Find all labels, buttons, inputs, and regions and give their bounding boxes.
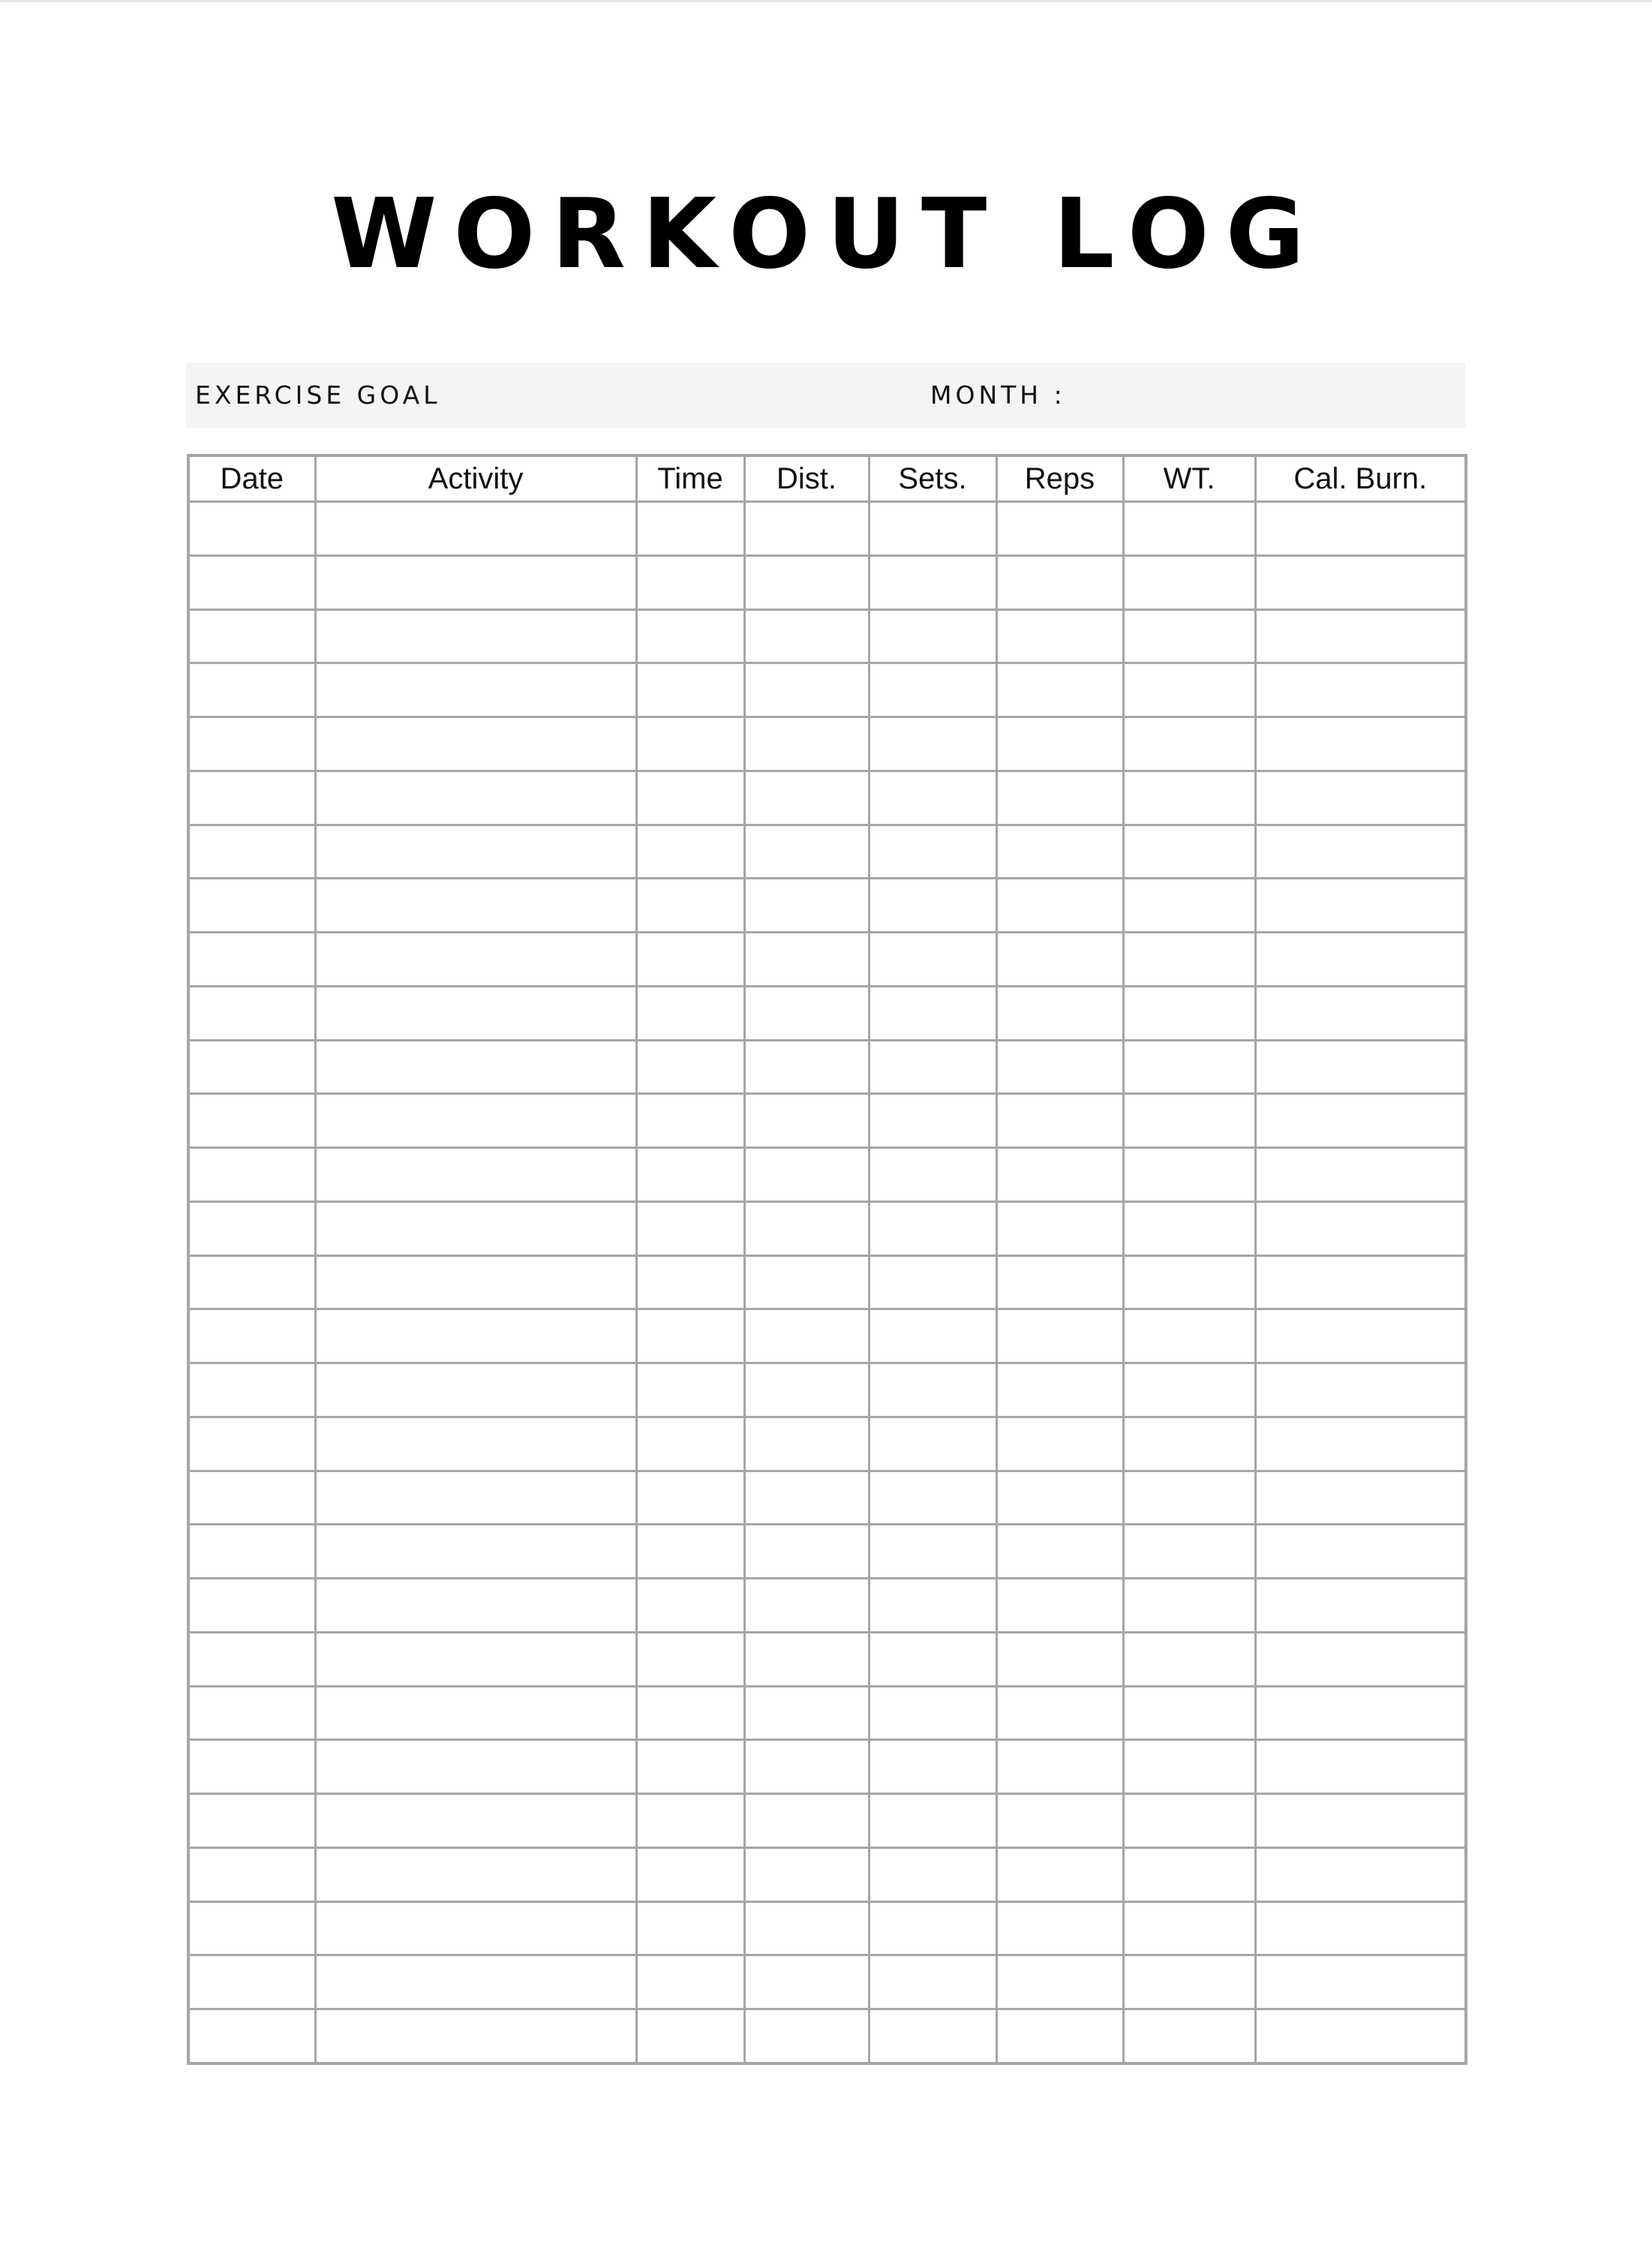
table-row: [188, 1632, 1466, 1686]
cell-weight[interactable]: [1123, 1686, 1255, 1740]
cell-activity[interactable]: [315, 1632, 636, 1686]
cell-calories-burned[interactable]: [1255, 717, 1466, 771]
cell-sets[interactable]: [869, 1525, 996, 1579]
table-row: [188, 1901, 1466, 1955]
cell-time[interactable]: [636, 879, 744, 933]
cell-activity[interactable]: [315, 1094, 636, 1148]
cell-activity[interactable]: [315, 609, 636, 663]
cell-reps[interactable]: [996, 1094, 1123, 1148]
cell-reps[interactable]: [996, 879, 1123, 933]
cell-reps[interactable]: [996, 986, 1123, 1040]
cell-date[interactable]: [188, 1525, 315, 1579]
cell-reps[interactable]: [996, 609, 1123, 663]
cell-time[interactable]: [636, 1901, 744, 1955]
cell-distance[interactable]: [744, 1794, 869, 1848]
cell-sets[interactable]: [869, 1094, 996, 1148]
cell-calories-burned[interactable]: [1255, 1686, 1466, 1740]
cell-calories-burned[interactable]: [1255, 1740, 1466, 1794]
cell-weight[interactable]: [1123, 1794, 1255, 1848]
cell-date[interactable]: [188, 1740, 315, 1794]
table-row: [188, 1686, 1466, 1740]
cell-reps[interactable]: [996, 771, 1123, 825]
cell-weight[interactable]: [1123, 1901, 1255, 1955]
cell-time[interactable]: [636, 609, 744, 663]
cell-time[interactable]: [636, 1363, 744, 1417]
cell-sets[interactable]: [869, 1471, 996, 1525]
cell-distance[interactable]: [744, 1148, 869, 1202]
cell-weight[interactable]: [1123, 933, 1255, 987]
cell-sets[interactable]: [869, 1201, 996, 1255]
cell-activity[interactable]: [315, 825, 636, 879]
cell-reps[interactable]: [996, 2009, 1123, 2064]
cell-time[interactable]: [636, 771, 744, 825]
cell-date[interactable]: [188, 1901, 315, 1955]
cell-calories-burned[interactable]: [1255, 825, 1466, 879]
cell-activity[interactable]: [315, 663, 636, 717]
cell-weight[interactable]: [1123, 1955, 1255, 2009]
column-header-sets: Sets.: [869, 455, 996, 502]
cell-weight[interactable]: [1123, 1255, 1255, 1309]
cell-time[interactable]: [636, 663, 744, 717]
table-row: [188, 933, 1466, 987]
cell-date[interactable]: [188, 1955, 315, 2009]
cell-calories-burned[interactable]: [1255, 1579, 1466, 1633]
cell-calories-burned[interactable]: [1255, 879, 1466, 933]
table-row: [188, 663, 1466, 717]
cell-weight[interactable]: [1123, 1363, 1255, 1417]
cell-distance[interactable]: [744, 1579, 869, 1633]
cell-time[interactable]: [636, 1201, 744, 1255]
cell-calories-burned[interactable]: [1255, 1363, 1466, 1417]
cell-calories-burned[interactable]: [1255, 1417, 1466, 1471]
table-row: [188, 1471, 1466, 1525]
cell-date[interactable]: [188, 1794, 315, 1848]
cell-weight[interactable]: [1123, 771, 1255, 825]
cell-distance[interactable]: [744, 1417, 869, 1471]
cell-reps[interactable]: [996, 1417, 1123, 1471]
table-row: [188, 1094, 1466, 1148]
cell-weight[interactable]: [1123, 1740, 1255, 1794]
cell-time[interactable]: [636, 1148, 744, 1202]
cell-distance[interactable]: [744, 609, 869, 663]
cell-sets[interactable]: [869, 502, 996, 556]
cell-time[interactable]: [636, 1040, 744, 1094]
cell-date[interactable]: [188, 986, 315, 1040]
cell-weight[interactable]: [1123, 1579, 1255, 1633]
cell-date[interactable]: [188, 1094, 315, 1148]
cell-activity[interactable]: [315, 1955, 636, 2009]
cell-weight[interactable]: [1123, 2009, 1255, 2064]
cell-activity[interactable]: [315, 1471, 636, 1525]
exercise-goal-label: EXERCISE GOAL: [195, 380, 441, 410]
cell-activity[interactable]: [315, 986, 636, 1040]
cell-reps[interactable]: [996, 1847, 1123, 1901]
cell-activity[interactable]: [315, 717, 636, 771]
cell-calories-burned[interactable]: [1255, 1955, 1466, 2009]
cell-sets[interactable]: [869, 1579, 996, 1633]
cell-calories-burned[interactable]: [1255, 1794, 1466, 1848]
cell-distance[interactable]: [744, 663, 869, 717]
cell-activity[interactable]: [315, 1148, 636, 1202]
cell-calories-burned[interactable]: [1255, 1309, 1466, 1363]
cell-calories-burned[interactable]: [1255, 1094, 1466, 1148]
cell-distance[interactable]: [744, 1363, 869, 1417]
cell-date[interactable]: [188, 1847, 315, 1901]
cell-distance[interactable]: [744, 1955, 869, 2009]
cell-weight[interactable]: [1123, 1040, 1255, 1094]
cell-calories-burned[interactable]: [1255, 2009, 1466, 2064]
cell-date[interactable]: [188, 825, 315, 879]
cell-sets[interactable]: [869, 1901, 996, 1955]
column-header-time: Time: [636, 455, 744, 502]
cell-time[interactable]: [636, 986, 744, 1040]
cell-activity[interactable]: [315, 1847, 636, 1901]
cell-calories-burned[interactable]: [1255, 1040, 1466, 1094]
cell-date[interactable]: [188, 1148, 315, 1202]
cell-weight[interactable]: [1123, 1094, 1255, 1148]
cell-distance[interactable]: [744, 986, 869, 1040]
cell-activity[interactable]: [315, 502, 636, 556]
column-header-distance: Dist.: [744, 455, 869, 502]
table-row: [188, 879, 1466, 933]
cell-reps[interactable]: [996, 1201, 1123, 1255]
cell-calories-burned[interactable]: [1255, 933, 1466, 987]
cell-distance[interactable]: [744, 1040, 869, 1094]
cell-distance[interactable]: [744, 825, 869, 879]
cell-sets[interactable]: [869, 609, 996, 663]
cell-time[interactable]: [636, 1094, 744, 1148]
cell-time[interactable]: [636, 555, 744, 609]
cell-distance[interactable]: [744, 1901, 869, 1955]
cell-time[interactable]: [636, 1309, 744, 1363]
cell-reps[interactable]: [996, 825, 1123, 879]
table-row: [188, 1255, 1466, 1309]
top-edge-rule: [0, 0, 1652, 2]
cell-distance[interactable]: [744, 1847, 869, 1901]
cell-activity[interactable]: [315, 555, 636, 609]
table-row: [188, 1847, 1466, 1901]
workout-log-table: [187, 454, 1467, 2065]
cell-date[interactable]: [188, 771, 315, 825]
cell-sets[interactable]: [869, 1632, 996, 1686]
cell-activity[interactable]: [315, 1579, 636, 1633]
cell-weight[interactable]: [1123, 663, 1255, 717]
cell-activity[interactable]: [315, 2009, 636, 2064]
cell-activity[interactable]: [315, 1040, 636, 1094]
info-bar: [186, 363, 1465, 428]
cell-time[interactable]: [636, 1471, 744, 1525]
table-row: [188, 1309, 1466, 1363]
cell-time[interactable]: [636, 1255, 744, 1309]
cell-sets[interactable]: [869, 1740, 996, 1794]
cell-calories-burned[interactable]: [1255, 1901, 1466, 1955]
cell-reps[interactable]: [996, 663, 1123, 717]
cell-calories-burned[interactable]: [1255, 986, 1466, 1040]
cell-sets[interactable]: [869, 1148, 996, 1202]
cell-date[interactable]: [188, 1255, 315, 1309]
cell-distance[interactable]: [744, 1094, 869, 1148]
cell-weight[interactable]: [1123, 1148, 1255, 1202]
cell-reps[interactable]: [996, 502, 1123, 556]
table-row: [188, 1040, 1466, 1094]
cell-time[interactable]: [636, 1525, 744, 1579]
cell-activity[interactable]: [315, 1525, 636, 1579]
cell-date[interactable]: [188, 609, 315, 663]
cell-time[interactable]: [636, 1794, 744, 1848]
cell-calories-burned[interactable]: [1255, 663, 1466, 717]
cell-weight[interactable]: [1123, 1309, 1255, 1363]
cell-sets[interactable]: [869, 933, 996, 987]
cell-distance[interactable]: [744, 1632, 869, 1686]
table-row: [188, 1525, 1466, 1579]
cell-activity[interactable]: [315, 1309, 636, 1363]
cell-time[interactable]: [636, 1686, 744, 1740]
cell-distance[interactable]: [744, 1686, 869, 1740]
cell-sets[interactable]: [869, 1686, 996, 1740]
cell-reps[interactable]: [996, 1579, 1123, 1633]
cell-weight[interactable]: [1123, 1471, 1255, 1525]
cell-reps[interactable]: [996, 1794, 1123, 1848]
cell-sets[interactable]: [869, 1847, 996, 1901]
column-header-weight: WT.: [1123, 455, 1255, 502]
cell-calories-burned[interactable]: [1255, 555, 1466, 609]
table-row: [188, 717, 1466, 771]
table-row: [188, 502, 1466, 556]
table-row: [188, 1794, 1466, 1848]
cell-activity[interactable]: [315, 1201, 636, 1255]
cell-time[interactable]: [636, 1740, 744, 1794]
cell-time[interactable]: [636, 1955, 744, 2009]
cell-reps[interactable]: [996, 1525, 1123, 1579]
month-label: MONTH :: [930, 380, 1066, 410]
cell-date[interactable]: [188, 1417, 315, 1471]
cell-time[interactable]: [636, 1632, 744, 1686]
cell-date[interactable]: [188, 1632, 315, 1686]
cell-sets[interactable]: [869, 1309, 996, 1363]
cell-date[interactable]: [188, 717, 315, 771]
cell-weight[interactable]: [1123, 1201, 1255, 1255]
cell-weight[interactable]: [1123, 1525, 1255, 1579]
cell-date[interactable]: [188, 1201, 315, 1255]
column-header-reps: Reps: [996, 455, 1123, 502]
cell-distance[interactable]: [744, 879, 869, 933]
cell-reps[interactable]: [996, 717, 1123, 771]
cell-distance[interactable]: [744, 1740, 869, 1794]
cell-date[interactable]: [188, 555, 315, 609]
cell-calories-burned[interactable]: [1255, 771, 1466, 825]
cell-time[interactable]: [636, 1579, 744, 1633]
cell-distance[interactable]: [744, 1255, 869, 1309]
table-row: [188, 1579, 1466, 1633]
cell-date[interactable]: [188, 1040, 315, 1094]
cell-weight[interactable]: [1123, 1847, 1255, 1901]
cell-date[interactable]: [188, 1579, 315, 1633]
cell-weight[interactable]: [1123, 502, 1255, 556]
cell-date[interactable]: [188, 1363, 315, 1417]
cell-distance[interactable]: [744, 933, 869, 987]
column-header-date: Date: [188, 455, 315, 502]
table-row: [188, 1417, 1466, 1471]
cell-reps[interactable]: [996, 1632, 1123, 1686]
cell-distance[interactable]: [744, 1525, 869, 1579]
page-title: WORKOUT LOG: [331, 179, 1321, 290]
table-row: [188, 2009, 1466, 2064]
cell-reps[interactable]: [996, 1309, 1123, 1363]
cell-activity[interactable]: [315, 933, 636, 987]
cell-reps[interactable]: [996, 1148, 1123, 1202]
cell-time[interactable]: [636, 502, 744, 556]
cell-distance[interactable]: [744, 1309, 869, 1363]
table-row: [188, 1740, 1466, 1794]
cell-distance[interactable]: [744, 2009, 869, 2064]
cell-activity[interactable]: [315, 1794, 636, 1848]
table-row: [188, 1148, 1466, 1202]
cell-time[interactable]: [636, 825, 744, 879]
table-header-row: [188, 455, 1466, 502]
cell-calories-burned[interactable]: [1255, 1525, 1466, 1579]
cell-date[interactable]: [188, 2009, 315, 2064]
cell-weight[interactable]: [1123, 555, 1255, 609]
cell-sets[interactable]: [869, 1955, 996, 2009]
cell-calories-burned[interactable]: [1255, 502, 1466, 556]
cell-activity[interactable]: [315, 1255, 636, 1309]
cell-reps[interactable]: [996, 933, 1123, 987]
cell-calories-burned[interactable]: [1255, 1847, 1466, 1901]
cell-weight[interactable]: [1123, 717, 1255, 771]
cell-reps[interactable]: [996, 1363, 1123, 1417]
cell-sets[interactable]: [869, 1417, 996, 1471]
cell-date[interactable]: [188, 879, 315, 933]
cell-activity[interactable]: [315, 1417, 636, 1471]
cell-sets[interactable]: [869, 879, 996, 933]
cell-date[interactable]: [188, 502, 315, 556]
cell-reps[interactable]: [996, 1040, 1123, 1094]
table-row: [188, 1363, 1466, 1417]
cell-distance[interactable]: [744, 717, 869, 771]
table-row: [188, 609, 1466, 663]
cell-time[interactable]: [636, 1847, 744, 1901]
cell-date[interactable]: [188, 1309, 315, 1363]
cell-sets[interactable]: [869, 825, 996, 879]
cell-sets[interactable]: [869, 986, 996, 1040]
cell-time[interactable]: [636, 1417, 744, 1471]
table-row: [188, 555, 1466, 609]
cell-time[interactable]: [636, 2009, 744, 2064]
cell-sets[interactable]: [869, 717, 996, 771]
cell-activity[interactable]: [315, 1740, 636, 1794]
cell-sets[interactable]: [869, 555, 996, 609]
cell-reps[interactable]: [996, 1686, 1123, 1740]
table-row: [188, 825, 1466, 879]
cell-weight[interactable]: [1123, 1632, 1255, 1686]
cell-activity[interactable]: [315, 879, 636, 933]
cell-sets[interactable]: [869, 771, 996, 825]
cell-calories-burned[interactable]: [1255, 1201, 1466, 1255]
cell-reps[interactable]: [996, 1901, 1123, 1955]
cell-distance[interactable]: [744, 1471, 869, 1525]
column-header-calories-burned: Cal. Burn.: [1255, 455, 1466, 502]
cell-date[interactable]: [188, 663, 315, 717]
cell-activity[interactable]: [315, 771, 636, 825]
table-row: [188, 1201, 1466, 1255]
cell-sets[interactable]: [869, 1255, 996, 1309]
cell-calories-burned[interactable]: [1255, 1471, 1466, 1525]
cell-activity[interactable]: [315, 1363, 636, 1417]
cell-activity[interactable]: [315, 1901, 636, 1955]
cell-weight[interactable]: [1123, 879, 1255, 933]
cell-reps[interactable]: [996, 1255, 1123, 1309]
cell-sets[interactable]: [869, 2009, 996, 2064]
cell-date[interactable]: [188, 1471, 315, 1525]
cell-calories-burned[interactable]: [1255, 1148, 1466, 1202]
cell-reps[interactable]: [996, 1955, 1123, 2009]
table-body: [188, 502, 1466, 2064]
cell-calories-burned[interactable]: [1255, 609, 1466, 663]
cell-sets[interactable]: [869, 1794, 996, 1848]
cell-sets[interactable]: [869, 1363, 996, 1417]
cell-weight[interactable]: [1123, 986, 1255, 1040]
cell-reps[interactable]: [996, 1471, 1123, 1525]
cell-distance[interactable]: [744, 502, 869, 556]
cell-reps[interactable]: [996, 555, 1123, 609]
cell-calories-burned[interactable]: [1255, 1255, 1466, 1309]
column-header-activity: Activity: [315, 455, 636, 502]
cell-date[interactable]: [188, 1686, 315, 1740]
cell-reps[interactable]: [996, 1740, 1123, 1794]
cell-weight[interactable]: [1123, 825, 1255, 879]
cell-sets[interactable]: [869, 663, 996, 717]
cell-sets[interactable]: [869, 1040, 996, 1094]
cell-date[interactable]: [188, 933, 315, 987]
cell-activity[interactable]: [315, 1686, 636, 1740]
cell-weight[interactable]: [1123, 609, 1255, 663]
cell-calories-burned[interactable]: [1255, 1632, 1466, 1686]
cell-time[interactable]: [636, 717, 744, 771]
table-row: [188, 1955, 1466, 2009]
cell-distance[interactable]: [744, 771, 869, 825]
cell-distance[interactable]: [744, 1201, 869, 1255]
table-row: [188, 771, 1466, 825]
cell-distance[interactable]: [744, 555, 869, 609]
cell-weight[interactable]: [1123, 1417, 1255, 1471]
table-row: [188, 986, 1466, 1040]
cell-time[interactable]: [636, 933, 744, 987]
